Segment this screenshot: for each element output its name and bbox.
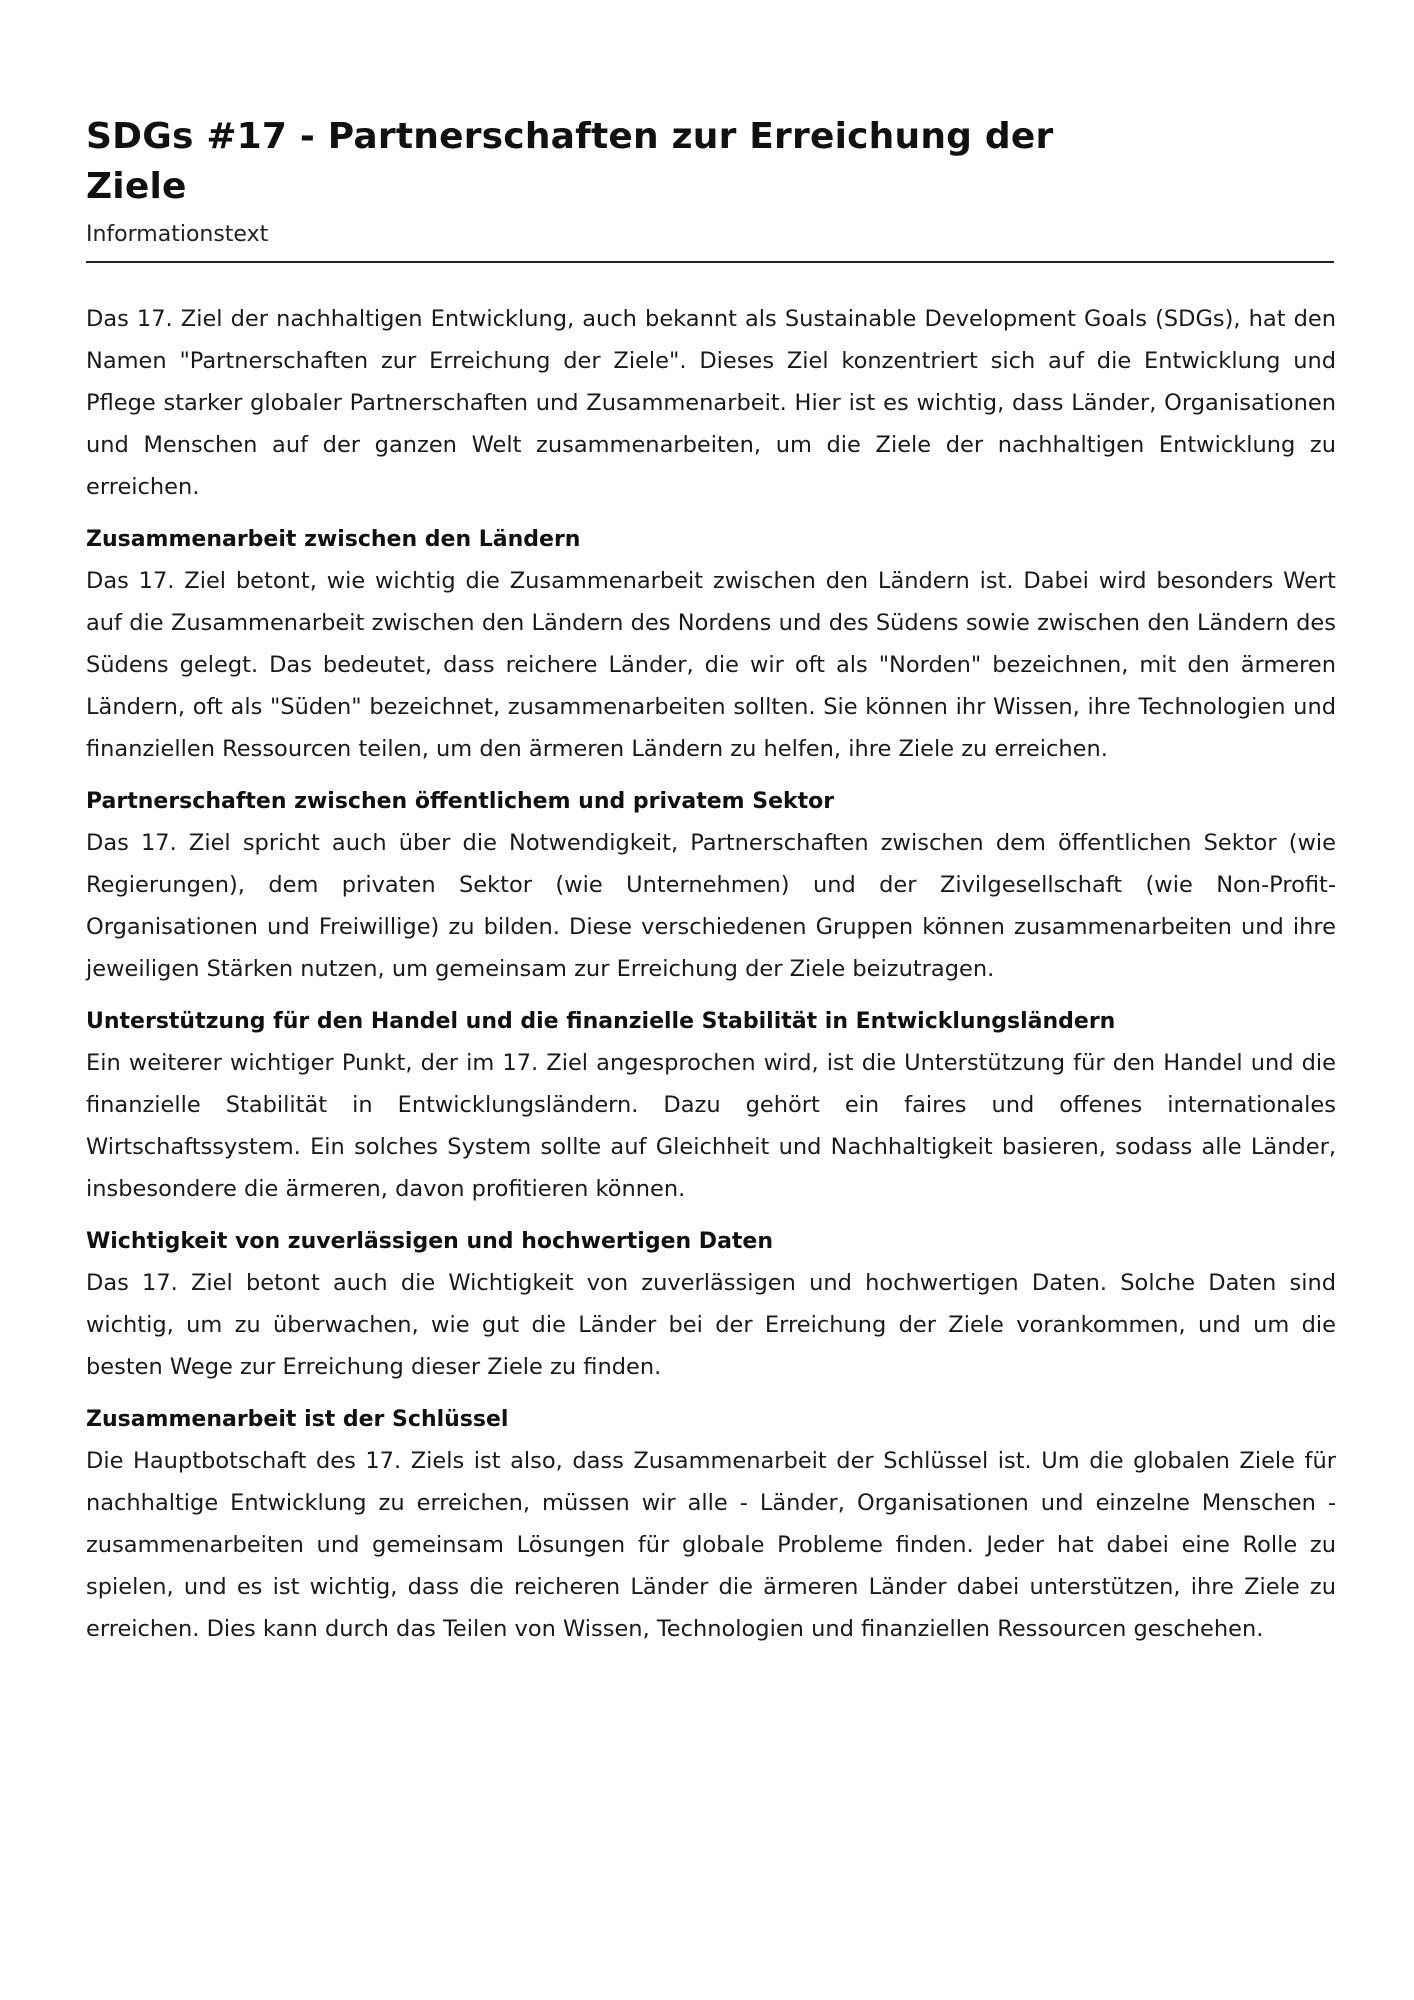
section-public-private-partnerships: [86, 782, 1336, 990]
section-trade-financial-stability: [86, 1002, 1336, 1210]
page-title: SDGs #17 - Partnerschaften zur Erreichung der Ziele: [86, 116, 1054, 207]
document-page: [86, 112, 1336, 1650]
title-divider: [86, 261, 1334, 263]
section-heading: Unterstützung für den Handel und die finanzielle Stabilität in Entwicklungsländern: [86, 1009, 1116, 1034]
section-text: Das 17. Ziel betont auch die Wichtigkeit von zuverlässigen und hochwertigen Daten. Solche Daten sind wichtig, um zu überwachen, wie gut die Länder bei der Erreichung der Ziele vorankommen, und um die besten Wege zur Erreichung dieser Ziele zu finden.: [86, 1270, 1336, 1380]
section-cooperation-countries: [86, 520, 1336, 770]
document-body: [86, 298, 1336, 1650]
section-text: Das 17. Ziel betont, wie wichtig die Zusammenarbeit zwischen den Ländern ist. Dabei wird besonders Wert auf die Zusammenarbeit zwischen den Ländern des Nordens und des Südens sowie zwischen den Ländern des Südens gelegt. Das bedeutet, dass reichere Länder, die wir oft als "Norden" bezeichnen, mit den ärmeren Ländern, oft als "Süden" bezeichnet, zusammenarbeiten sollten. Sie können ihr Wissen, ihre Technologien und finanziellen Ressourcen teilen, um den ärmeren Ländern zu helfen, ihre Ziele zu erreichen.: [86, 568, 1336, 762]
section-heading: Wichtigkeit von zuverlässigen und hochwertigen Daten: [86, 1229, 774, 1254]
section-text: Das 17. Ziel spricht auch über die Notwendigkeit, Partnerschaften zwischen dem öffentlichen Sektor (wie Regierungen), dem privaten Sektor (wie Unternehmen) und der Zivilgesellschaft (wie Non-Profit-Organisationen und Freiwillige) zu bilden. Diese verschiedenen Gruppen können zusammenarbeiten und ihre jeweiligen Stärken nutzen, um gemeinsam zur Erreichung der Ziele beizutragen.: [86, 830, 1336, 982]
section-heading: Zusammenarbeit zwischen den Ländern: [86, 527, 581, 552]
section-reliable-data: [86, 1222, 1336, 1388]
section-heading: Partnerschaften zwischen öffentlichem und privatem Sektor: [86, 789, 835, 814]
section-cooperation-is-key: [86, 1400, 1336, 1650]
section-text: Die Hauptbotschaft des 17. Ziels ist also, dass Zusammenarbeit der Schlüssel ist. Um die globalen Ziele für nachhaltige Entwicklung zu erreichen, müssen wir alle - Länder, Organisationen und einzelne Menschen - zusammenarbeiten und gemeinsam Lösungen für globale Probleme finden. Jeder hat dabei eine Rolle zu spielen, und es ist wichtig, dass die reicheren Länder die ärmeren Länder dabei unterstützen, ihre Ziele zu erreichen. Dies kann durch das Teilen von Wissen, Technologien und finanziellen Ressourcen geschehen.: [86, 1448, 1336, 1642]
page-subtitle: Informationstext: [86, 222, 269, 247]
intro-paragraph: Das 17. Ziel der nachhaltigen Entwicklung, auch bekannt als Sustainable Development Goals (SDGs), hat den Namen "Partnerschaften zur Erreichung der Ziele". Dieses Ziel konzentriert sich auf die Entwicklung und Pflege starker globaler Partnerschaften und Zusammenarbeit. Hier ist es wichtig, dass Länder, Organisationen und Menschen auf der ganzen Welt zusammenarbeiten, um die Ziele der nachhaltigen Entwicklung zu erreichen.: [86, 306, 1336, 500]
section-heading: Zusammenarbeit ist der Schlüssel: [86, 1407, 509, 1432]
section-text: Ein weiterer wichtiger Punkt, der im 17. Ziel angesprochen wird, ist die Unterstützung für den Handel und die finanzielle Stabilität in Entwicklungsländern. Dazu gehört ein faires und offenes internationales Wirtschaftssystem. Ein solches System sollte auf Gleichheit und Nachhaltigkeit basieren, sodass alle Länder, insbesondere die ärmeren, davon profitieren können.: [86, 1050, 1336, 1202]
